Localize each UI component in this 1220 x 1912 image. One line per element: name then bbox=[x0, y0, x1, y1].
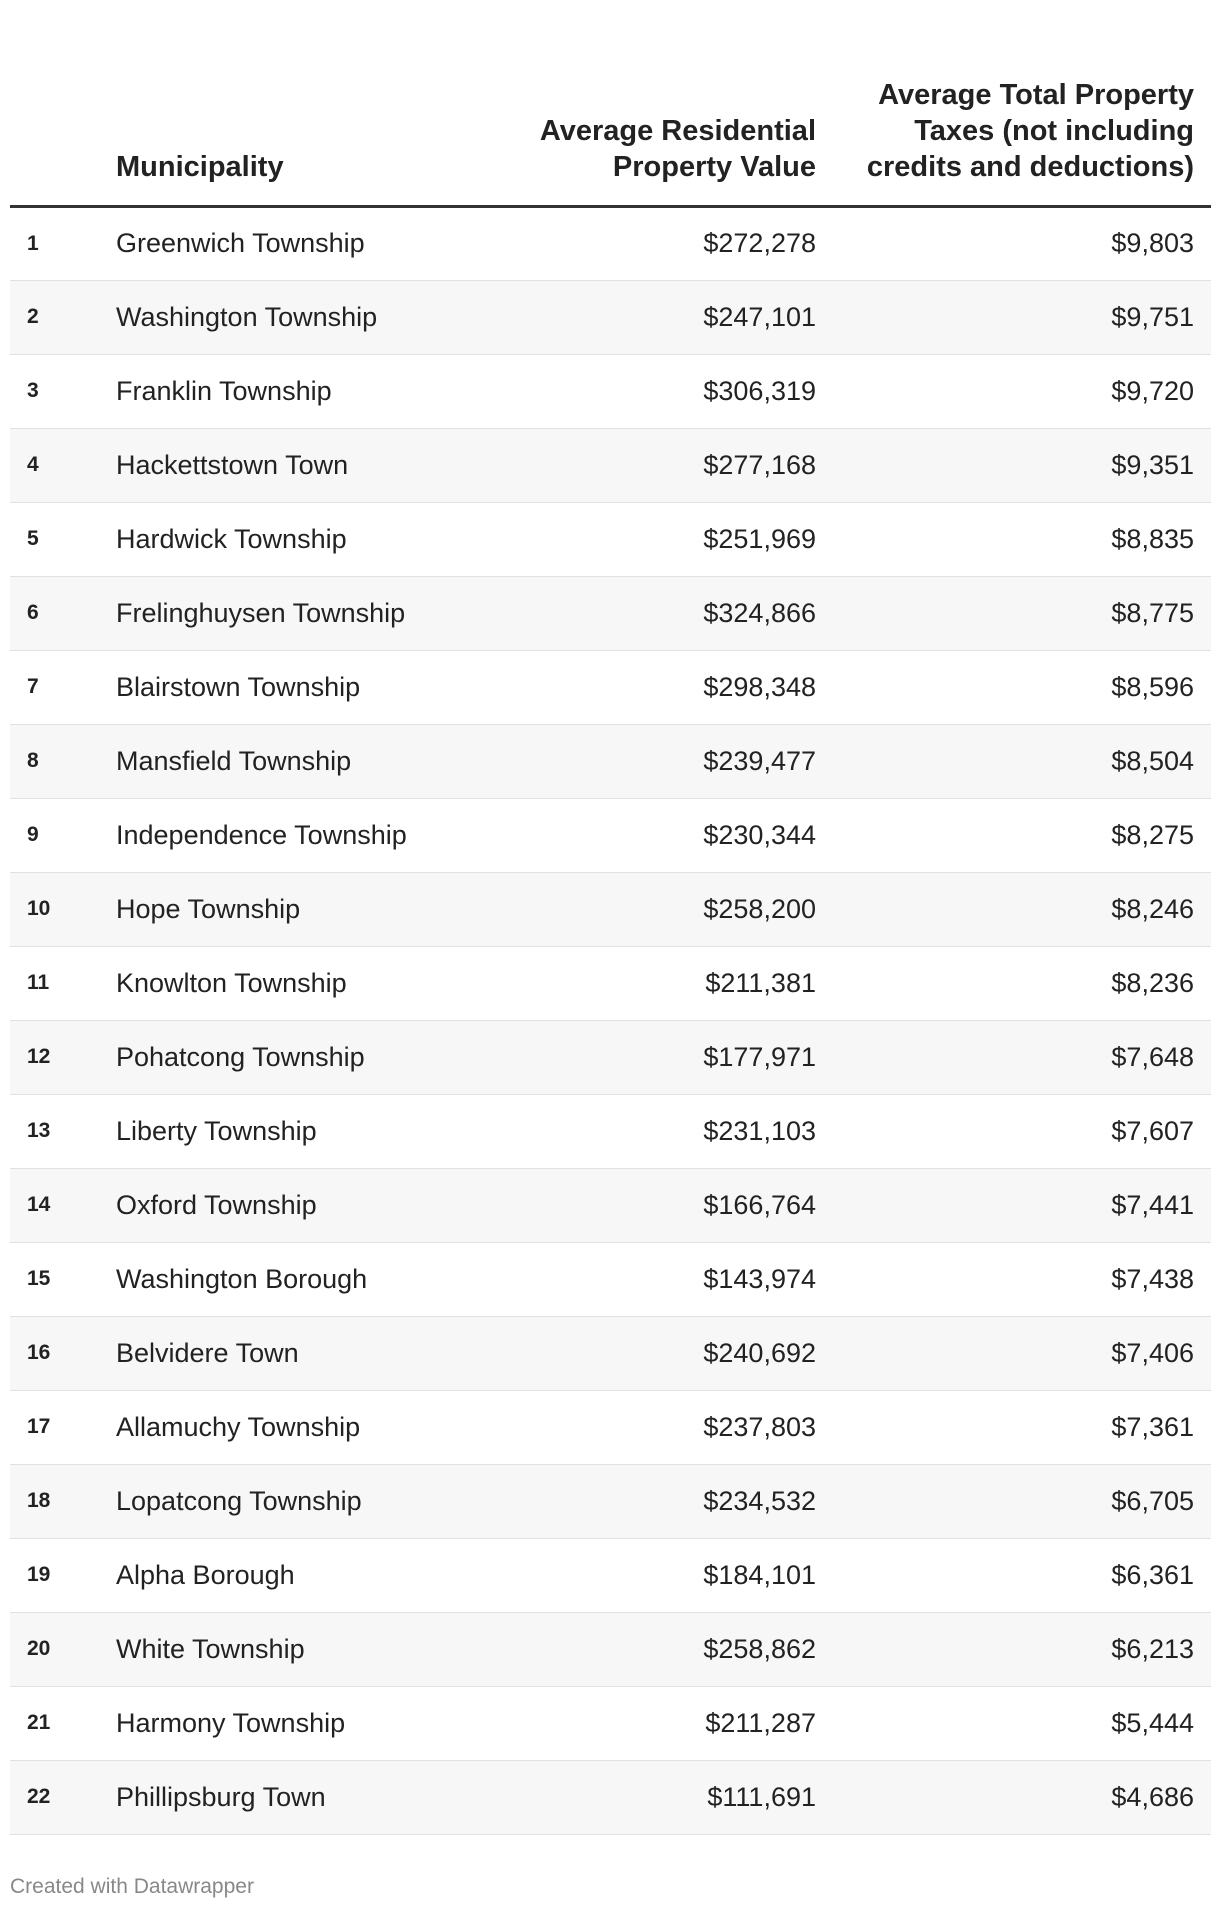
rank-cell: 11 bbox=[10, 946, 116, 1020]
rank-cell: 9 bbox=[10, 798, 116, 872]
rank-cell: 17 bbox=[10, 1390, 116, 1464]
property-tax-table bbox=[10, 0, 1211, 1835]
table-row bbox=[10, 1168, 1211, 1242]
municipality-cell: Greenwich Township bbox=[116, 206, 516, 280]
property-taxes-cell: $7,406 bbox=[833, 1316, 1211, 1390]
property-taxes-cell: $9,751 bbox=[833, 280, 1211, 354]
municipality-cell: Pohatcong Township bbox=[116, 1020, 516, 1094]
rank-cell: 15 bbox=[10, 1242, 116, 1316]
table-row bbox=[10, 1390, 1211, 1464]
column-header-property-value[interactable]: Average Residential Property Value bbox=[516, 0, 833, 206]
property-taxes-cell: $8,596 bbox=[833, 650, 1211, 724]
rank-cell: 7 bbox=[10, 650, 116, 724]
table-row bbox=[10, 1242, 1211, 1316]
property-taxes-cell: $7,441 bbox=[833, 1168, 1211, 1242]
municipality-cell: Knowlton Township bbox=[116, 946, 516, 1020]
column-header-rank[interactable] bbox=[10, 0, 116, 206]
property-taxes-cell: $7,648 bbox=[833, 1020, 1211, 1094]
municipality-cell: Liberty Township bbox=[116, 1094, 516, 1168]
table-row bbox=[10, 724, 1211, 798]
rank-cell: 5 bbox=[10, 502, 116, 576]
property-taxes-cell: $6,705 bbox=[833, 1464, 1211, 1538]
municipality-cell: Lopatcong Township bbox=[116, 1464, 516, 1538]
table-row bbox=[10, 576, 1211, 650]
table-row bbox=[10, 946, 1211, 1020]
property-value-cell: $239,477 bbox=[516, 724, 833, 798]
municipality-cell: Independence Township bbox=[116, 798, 516, 872]
municipality-cell: Oxford Township bbox=[116, 1168, 516, 1242]
table-row bbox=[10, 1020, 1211, 1094]
property-taxes-cell: $4,686 bbox=[833, 1760, 1211, 1834]
table-body bbox=[10, 206, 1211, 1834]
rank-cell: 18 bbox=[10, 1464, 116, 1538]
property-taxes-cell: $8,275 bbox=[833, 798, 1211, 872]
property-value-cell: $211,381 bbox=[516, 946, 833, 1020]
municipality-cell: Washington Borough bbox=[116, 1242, 516, 1316]
rank-cell: 21 bbox=[10, 1686, 116, 1760]
property-taxes-cell: $8,504 bbox=[833, 724, 1211, 798]
property-value-cell: $258,862 bbox=[516, 1612, 833, 1686]
property-taxes-cell: $9,803 bbox=[833, 206, 1211, 280]
table-row bbox=[10, 280, 1211, 354]
data-table-container bbox=[10, 0, 1211, 1835]
property-taxes-cell: $6,361 bbox=[833, 1538, 1211, 1612]
property-value-cell: $258,200 bbox=[516, 872, 833, 946]
municipality-cell: Mansfield Township bbox=[116, 724, 516, 798]
municipality-cell: Blairstown Township bbox=[116, 650, 516, 724]
table-row bbox=[10, 354, 1211, 428]
rank-cell: 1 bbox=[10, 206, 116, 280]
rank-cell: 2 bbox=[10, 280, 116, 354]
rank-cell: 3 bbox=[10, 354, 116, 428]
property-taxes-cell: $8,236 bbox=[833, 946, 1211, 1020]
rank-cell: 14 bbox=[10, 1168, 116, 1242]
rank-cell: 10 bbox=[10, 872, 116, 946]
table-row bbox=[10, 206, 1211, 280]
table-row bbox=[10, 1612, 1211, 1686]
column-header-municipality[interactable]: Municipality bbox=[116, 0, 516, 206]
header-row bbox=[10, 0, 1211, 206]
table-row bbox=[10, 1464, 1211, 1538]
rank-cell: 13 bbox=[10, 1094, 116, 1168]
table-row bbox=[10, 428, 1211, 502]
rank-cell: 6 bbox=[10, 576, 116, 650]
property-value-cell: $143,974 bbox=[516, 1242, 833, 1316]
property-taxes-cell: $7,607 bbox=[833, 1094, 1211, 1168]
table-row bbox=[10, 1686, 1211, 1760]
property-taxes-cell: $7,438 bbox=[833, 1242, 1211, 1316]
table-row bbox=[10, 1316, 1211, 1390]
property-taxes-cell: $8,246 bbox=[833, 872, 1211, 946]
property-value-cell: $240,692 bbox=[516, 1316, 833, 1390]
rank-cell: 22 bbox=[10, 1760, 116, 1834]
property-taxes-cell: $9,720 bbox=[833, 354, 1211, 428]
property-value-cell: $231,103 bbox=[516, 1094, 833, 1168]
table-row bbox=[10, 798, 1211, 872]
municipality-cell: Frelinghuysen Township bbox=[116, 576, 516, 650]
table-row bbox=[10, 650, 1211, 724]
rank-cell: 4 bbox=[10, 428, 116, 502]
municipality-cell: Phillipsburg Town bbox=[116, 1760, 516, 1834]
table-row bbox=[10, 1094, 1211, 1168]
property-value-cell: $324,866 bbox=[516, 576, 833, 650]
property-taxes-cell: $6,213 bbox=[833, 1612, 1211, 1686]
property-value-cell: $177,971 bbox=[516, 1020, 833, 1094]
property-value-cell: $166,764 bbox=[516, 1168, 833, 1242]
municipality-cell: White Township bbox=[116, 1612, 516, 1686]
property-taxes-cell: $7,361 bbox=[833, 1390, 1211, 1464]
property-value-cell: $277,168 bbox=[516, 428, 833, 502]
rank-cell: 16 bbox=[10, 1316, 116, 1390]
property-value-cell: $306,319 bbox=[516, 354, 833, 428]
property-value-cell: $184,101 bbox=[516, 1538, 833, 1612]
municipality-cell: Franklin Township bbox=[116, 354, 516, 428]
property-taxes-cell: $9,351 bbox=[833, 428, 1211, 502]
property-value-cell: $230,344 bbox=[516, 798, 833, 872]
municipality-cell: Hope Township bbox=[116, 872, 516, 946]
property-value-cell: $251,969 bbox=[516, 502, 833, 576]
property-value-cell: $237,803 bbox=[516, 1390, 833, 1464]
municipality-cell: Harmony Township bbox=[116, 1686, 516, 1760]
rank-cell: 12 bbox=[10, 1020, 116, 1094]
rank-cell: 20 bbox=[10, 1612, 116, 1686]
rank-cell: 19 bbox=[10, 1538, 116, 1612]
column-header-property-taxes[interactable]: Average Total Property Taxes (not including credits and deductions) bbox=[833, 0, 1211, 206]
property-value-cell: $247,101 bbox=[516, 280, 833, 354]
municipality-cell: Allamuchy Township bbox=[116, 1390, 516, 1464]
datawrapper-credit: Created with Datawrapper bbox=[10, 1875, 254, 1898]
municipality-cell: Belvidere Town bbox=[116, 1316, 516, 1390]
table-row bbox=[10, 1760, 1211, 1834]
property-value-cell: $111,691 bbox=[516, 1760, 833, 1834]
property-taxes-cell: $5,444 bbox=[833, 1686, 1211, 1760]
table-row bbox=[10, 1538, 1211, 1612]
property-value-cell: $272,278 bbox=[516, 206, 833, 280]
property-taxes-cell: $8,775 bbox=[833, 576, 1211, 650]
municipality-cell: Hardwick Township bbox=[116, 502, 516, 576]
municipality-cell: Alpha Borough bbox=[116, 1538, 516, 1612]
municipality-cell: Hackettstown Town bbox=[116, 428, 516, 502]
table-row bbox=[10, 502, 1211, 576]
property-value-cell: $298,348 bbox=[516, 650, 833, 724]
table-row bbox=[10, 872, 1211, 946]
municipality-cell: Washington Township bbox=[116, 280, 516, 354]
property-taxes-cell: $8,835 bbox=[833, 502, 1211, 576]
rank-cell: 8 bbox=[10, 724, 116, 798]
table-header bbox=[10, 0, 1211, 206]
property-value-cell: $211,287 bbox=[516, 1686, 833, 1760]
property-value-cell: $234,532 bbox=[516, 1464, 833, 1538]
